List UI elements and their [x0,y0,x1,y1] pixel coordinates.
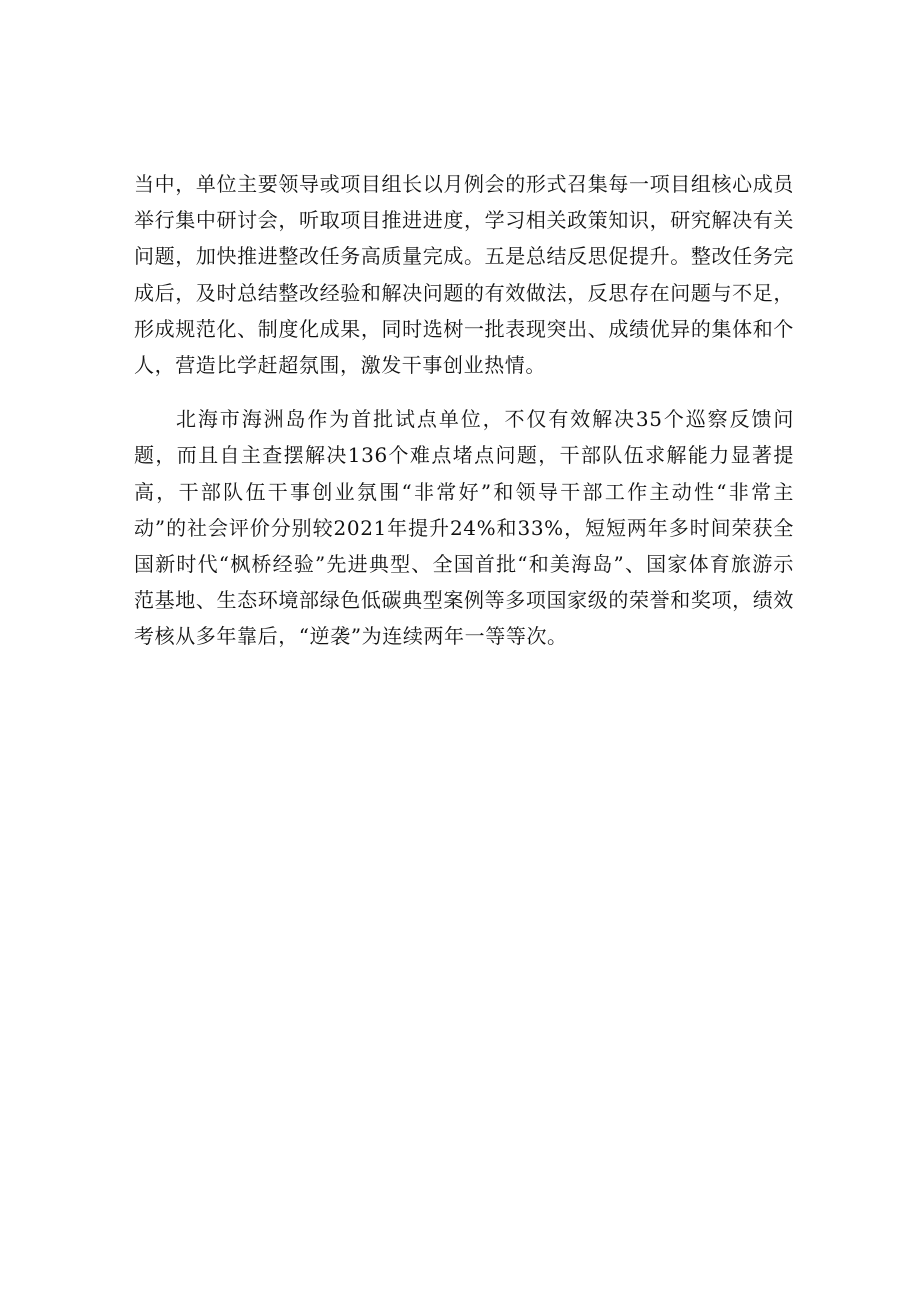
paragraph-continuation: 当中，单位主要领导或项目组长以月例会的形式召集每一项目组核心成员举行集中研讨会，听取项目推进进度，学习相关政策知识，研究解决有关问题，加快推进整改任务高质量完成。五是总结反思促提升。整改任务完成后，及时总结整改经验和解决问题的有效做法，反思存在问题与不足，形成规范化、制度化成果，同时选树一批表现突出、成绩优异的集体和个人，营造比学赶超氛围，激发干事创业热情。 [134,172,794,378]
document-body [134,166,794,655]
paragraph-results: 北海市海洲岛作为首批试点单位，不仅有效解决35个巡察反馈问题，而且自主查摆解决136个难点堵点问题，干部队伍求解能力显著提高，干部队伍干事创业氛围“非常好”和领导干部工作主动性“非常主动”的社会评价分别较2021年提升24%和33%，短短两年多时间荣获全国新时代“枫桥经验”先进典型、全国首批“和美海岛”、国家体育旅游示范基地、生态环境部绿色低碳典型案例等多项国家级的荣誉和奖项，绩效考核从多年靠后，“逆袭”为连续两年一等等次。 [134,407,794,649]
